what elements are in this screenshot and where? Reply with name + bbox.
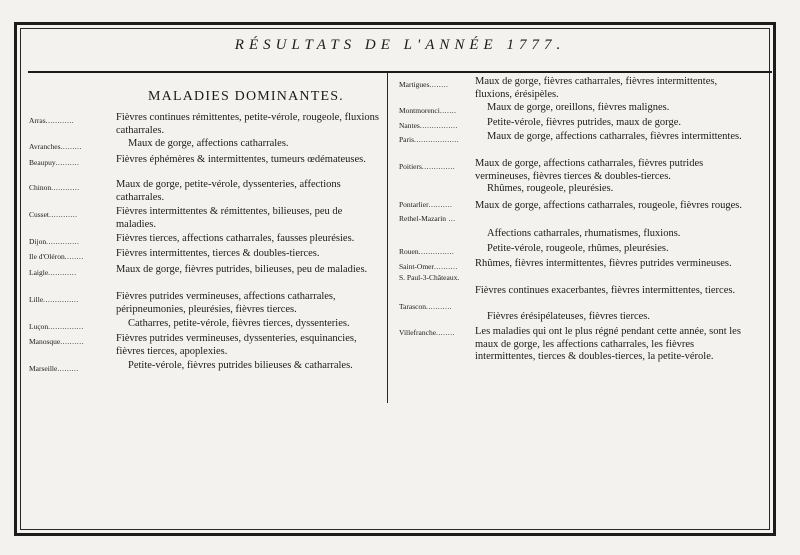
place-name: Pontarlier.......... bbox=[399, 200, 453, 209]
disease-entry: Petite-vérole, fièvres putrides bilieuses & catharrales. bbox=[128, 360, 353, 371]
disease-entry: Maux de gorge, affections catharrales, rougeole, fièvres rouges. bbox=[475, 200, 742, 211]
place-name: Manosque.......... bbox=[29, 337, 84, 346]
disease-entry: Fièvres érésipélateuses, fièvres tierces. bbox=[487, 311, 650, 322]
disease-entry: Maux de gorge, affections catharrales. bbox=[128, 138, 289, 149]
disease-entry: Fièvres éphémères & intermittentes, tumeurs œdémateuses. bbox=[116, 154, 366, 165]
disease-entry: Fièvres intermittentes, tierces & doubles-tierces. bbox=[116, 248, 320, 259]
disease-entry: Maux de gorge, affections catharrales, fièvres intermittentes. bbox=[487, 131, 742, 142]
disease-entry: Rhûmes, fièvres intermittentes, fièvres putrides vermineuses. bbox=[475, 258, 732, 269]
place-name: Nantes................ bbox=[399, 121, 458, 130]
disease-entry: Affections catharrales, rhumatismes, fluxions. bbox=[487, 228, 681, 239]
place-name: Beaupuy.......... bbox=[29, 158, 80, 167]
place-name: Montmorenci....... bbox=[399, 106, 457, 115]
disease-entry: Les maladies qui ont le plus régné pendant cette année, sont les maux de gorge, les affections catharrales, les fièvres intermittentes, tierces & doubles-tierces, la petite-vérole. bbox=[475, 326, 741, 362]
place-name: Marseille......... bbox=[29, 364, 79, 373]
disease-entry: Fièvres putrides vermineuses, dyssenteries, esquinancies, fièvres tierces, apoplexies. bbox=[116, 333, 357, 357]
disease-entry: Maux de gorge, fièvres catharrales, fièvres intermittentes, fluxions, érésipèles. bbox=[475, 76, 718, 100]
place-name: Avranches......... bbox=[29, 142, 82, 151]
place-name: Cusset............ bbox=[29, 210, 78, 219]
disease-entry: Maux de gorge, fièvres putrides, bilieuses, peu de maladies. bbox=[116, 264, 368, 275]
place-name: Villefranche........ bbox=[399, 328, 456, 337]
disease-entry: Fièvres intermittentes & rémittentes, bilieuses, peu de maladies. bbox=[116, 206, 343, 230]
column-divider bbox=[387, 73, 388, 403]
disease-entry: Rhûmes, rougeole, pleurésies. bbox=[487, 183, 614, 194]
disease-entry: Petite-vérole, fièvres putrides, maux de gorge. bbox=[487, 117, 681, 128]
place-name: Luçon............... bbox=[29, 322, 84, 331]
place-name: Poitiers.............. bbox=[399, 162, 456, 171]
section-heading: MALADIES DOMINANTES. bbox=[148, 89, 344, 104]
disease-entry: Fièvres putrides vermineuses, affections catharrales, péripneumonies, pleurésies, fièvres tierces. bbox=[116, 291, 336, 315]
disease-entry: Maux de gorge, petite-vérole, dyssenteries, affections catharrales. bbox=[116, 179, 341, 203]
disease-entry: Fièvres continues rémittentes, petite-vérole, rougeole, fluxions catharrales. bbox=[116, 112, 380, 136]
disease-entry: Maux de gorge, affections catharrales, fièvres putrides vermineuses, fièvres tierces & doubles-tierces. bbox=[475, 158, 704, 182]
place-name: Saint-Omer.......... bbox=[399, 262, 458, 271]
place-name: Paris................... bbox=[399, 135, 460, 144]
place-name: Dijon.............. bbox=[29, 237, 80, 246]
place-name: Chinon............ bbox=[29, 183, 80, 192]
place-name: Laigle............ bbox=[29, 268, 77, 277]
place-name: S. Paul-3-Châteaux. bbox=[399, 273, 460, 282]
disease-entry: Maux de gorge, oreillons, fièvres malignes. bbox=[487, 102, 670, 113]
disease-entry: Catharres, petite-vérole, fièvres tierces, dyssenteries. bbox=[128, 318, 350, 329]
header-rule bbox=[28, 71, 772, 73]
place-name: Ile d'Oléron........ bbox=[29, 252, 84, 261]
disease-entry: Fièvres continues exacerbantes, fièvres intermittentes, tierces. bbox=[475, 285, 736, 296]
place-name: Rethel-Mazarin ... bbox=[399, 214, 456, 223]
place-name: Arras............ bbox=[29, 116, 75, 125]
page-title: RÉSULTATS DE L'ANNÉE 1777. bbox=[234, 37, 566, 53]
place-name: Tarascon........... bbox=[399, 302, 453, 311]
disease-entry: Fièvres tierces, affections catharrales, fausses pleurésies. bbox=[116, 233, 355, 244]
place-name: Lille............... bbox=[29, 295, 79, 304]
place-name: Martigues........ bbox=[399, 80, 449, 89]
place-name: Rouen............... bbox=[399, 247, 455, 256]
disease-entry: Petite-vérole, rougeole, rhûmes, pleurésies. bbox=[487, 243, 669, 254]
